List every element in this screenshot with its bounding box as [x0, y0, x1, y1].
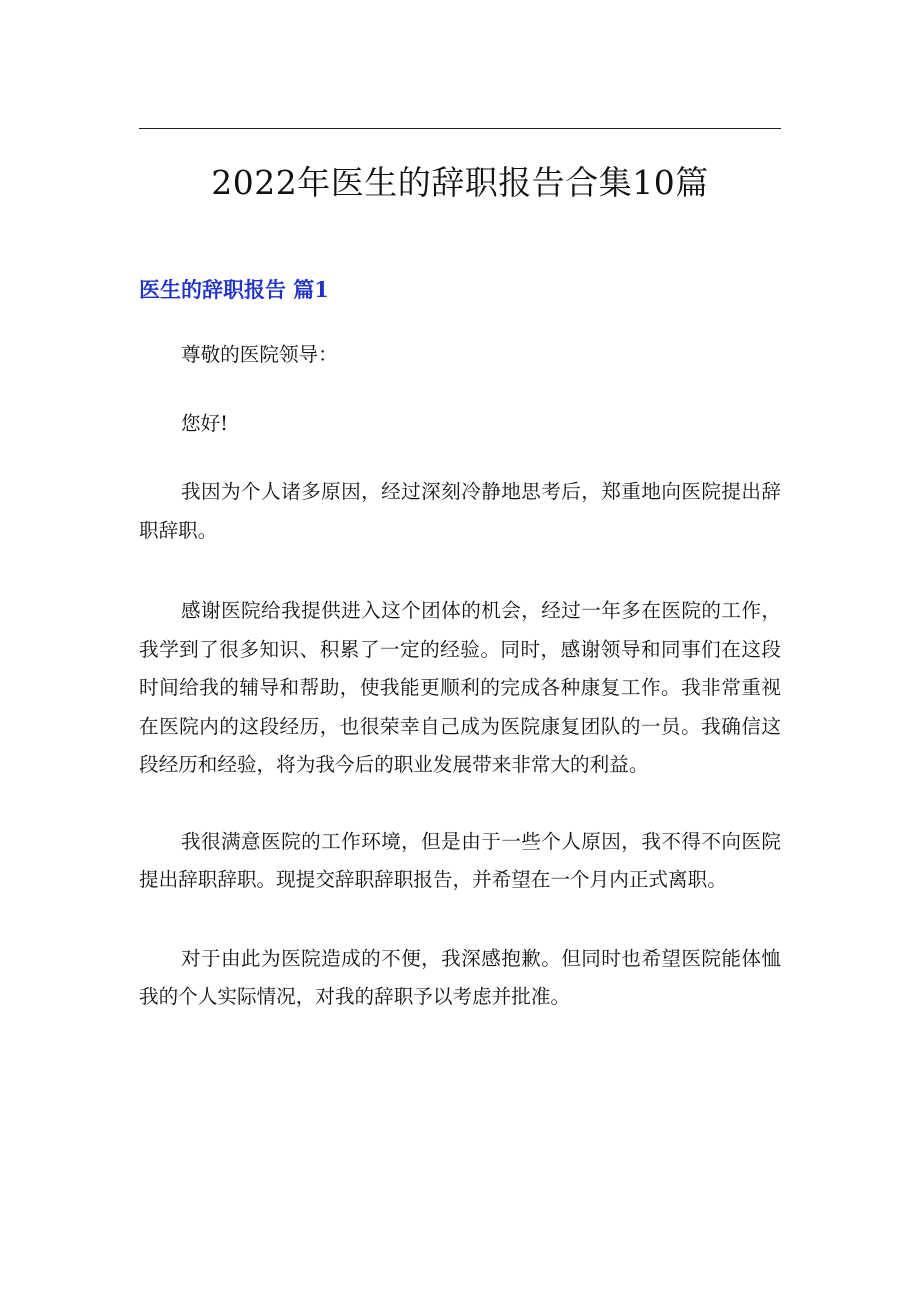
salutation: 尊敬的医院领导：: [181, 343, 338, 366]
section-heading: 医生的辞职报告 篇1: [139, 277, 329, 302]
document-title: 2022年医生的辞职报告合集10篇: [211, 163, 709, 202]
paragraph: 对于由此为医院造成的不便，我深感抱歉。但同时也希望医院能体恤我的个人实际情况，对我的辞职予以考虑并批准。: [139, 946, 781, 1008]
top-divider: [139, 128, 781, 129]
paragraph: 我很满意医院的工作环境，但是由于一些个人原因，我不得不向医院提出辞职辞职。现提交辞职辞职报告，并希望在一个月内正式离职。: [139, 829, 781, 891]
document-body: [139, 336, 781, 1047]
paragraph: 我因为个人诸多原因，经过深刻冷静地思考后，郑重地向医院提出辞职辞职。: [139, 480, 781, 542]
greeting: 您好!: [181, 411, 229, 435]
paragraph: 感谢医院给我提供进入这个团体的机会，经过一年多在医院的工作，我学到了很多知识、积累了一定的经验。同时，感谢领导和同事们在这段时间给我的辅导和帮助，使我能更顺利的完成各种康复工作。我非常重视在医院内的这段经历，也很荣幸自己成为医院康复团队的一员。我确信这段经历和经验，将为我今后的职业发展带来非常大的利益。: [139, 599, 781, 776]
